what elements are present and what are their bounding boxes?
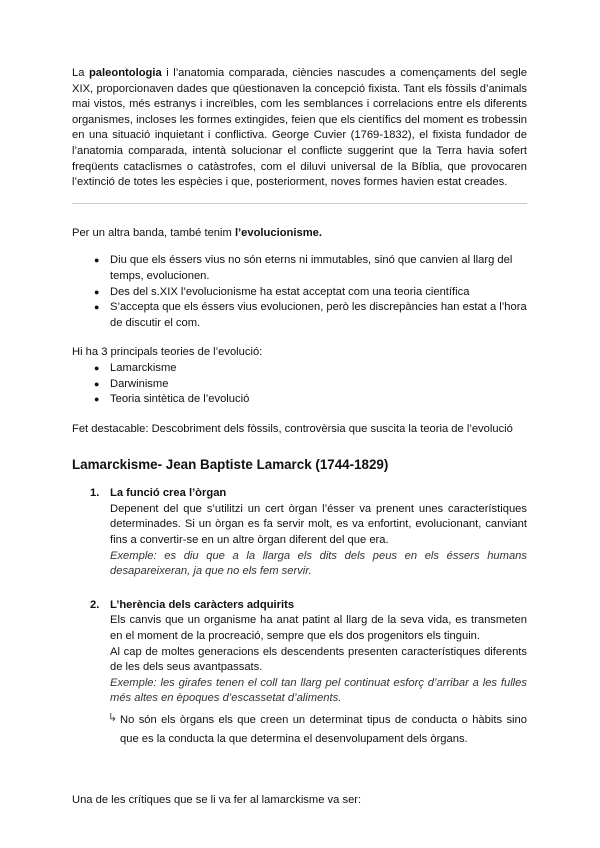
bullet-icon: ● xyxy=(94,394,100,405)
intro-text-b: i l’anatomia comparada, ciències nascudes a començaments del segle XIX, proporcionaven dades que qüestionaven la concepció fixista. Tant els fòssils d’animals mai vistos, més estranys i increïbles, com les semblances i correlacions entre els diferents organismes, incloses les formes extingides, feien que els científics del moment es trobessin en una situació inquietant i conflictiva. George Cuvier (1769-1832), el fixista fundador de l’anatomia comparada, intentà solucionar el conflicte suggerint que la Terra havia sofert freqüents cataclismes o catàstrofes, com el diluvi universal de la Bíblia, que provocaren l’extinció de totes les espècies i que, posteriorment, noves formes havien estat creades. xyxy=(72,67,527,189)
list-item xyxy=(90,377,527,393)
theories-bullet-list xyxy=(72,361,527,408)
list-item-text: Lamarckisme xyxy=(110,361,177,374)
item-title: L’herència dels caràcters adquirits xyxy=(110,598,295,611)
intro-bold-term: paleontologia xyxy=(88,67,162,79)
evolutionism-lead-text: Per un altra banda, també tenim xyxy=(72,226,235,239)
bullet-icon: ● xyxy=(94,302,100,313)
lamarck-principle-1 xyxy=(72,486,527,580)
bullet-icon: ● xyxy=(94,255,100,266)
list-item-text: Darwinisme xyxy=(110,377,169,390)
list-item xyxy=(90,285,527,301)
item-example: Exemple: es diu que a la llarga els dits dels peus en els éssers humans desapareixeran, ja que no els fem servir. xyxy=(110,549,527,578)
evolutionism-bold-term: l’evolucionisme. xyxy=(234,226,322,239)
list-item-text: Diu que els éssers vius no són eterns ni immutables, sinó que canvien al llarg del temps, evolucionen. xyxy=(110,254,513,282)
list-item-text: S’accepta que els éssers vius evolucionen, però les discrepàncies han estat a l’hora de discutir el com. xyxy=(110,301,527,329)
evolutionism-lead xyxy=(72,226,527,242)
item-text: Al cap de moltes generacions els descendents presenten característiques diferents de les dels seus avantpassats. xyxy=(110,645,527,674)
arrow-note-text: No són els òrgans els que creen un determinat tipus de conducta o hàbits sino que es la conducta la que determina el desenvolupament dels òrgans. xyxy=(120,714,527,745)
evolutionism-bullet-list xyxy=(72,253,527,331)
list-item xyxy=(90,392,527,408)
item-text: Depenent del que s’utilitzi un cert òrgan l’ésser va prenent unes característiques determinades. Si un òrgan es fa servir molt, es va enfortint, evolucionant, canviant fins a convertir-se en un altre òrgan diferent del que era. xyxy=(110,502,527,547)
item-text: Els canvis que un organisme ha anat patint al llarg de la seva vida, es transmeten en el moment de la procreació, sempre que els dos progenitors els tinguin. xyxy=(110,614,527,643)
intro-text-a: La xyxy=(72,67,89,79)
item-number: 1. xyxy=(90,487,100,500)
list-item xyxy=(90,361,527,377)
item-example: Exemple: les girafes tenen el coll tan llarg pel continuat esforç d’arribar a les fulles més altes en èpoques d’escassetat d’aliments. xyxy=(110,676,527,705)
horizontal-divider xyxy=(72,203,527,204)
theories-lead: Hi ha 3 principals teories de l’evolució: xyxy=(72,346,263,359)
lamarckism-heading: Lamarckisme- Jean Baptiste Lamarck (1744-1829) xyxy=(72,457,389,473)
arrow-note xyxy=(108,711,527,749)
arrow-icon: ↳ xyxy=(108,712,118,724)
lamarck-principle-2 xyxy=(72,598,527,749)
closing-line: Una de les crítiques que se li va fer al lamarckisme va ser: xyxy=(72,794,362,806)
highlight-note: Fet destacable: Descobriment dels fòssils, controvèrsia que suscita la teoria de l’evolució xyxy=(72,422,513,435)
item-title: La funció crea l’òrgan xyxy=(110,487,227,500)
intro-paragraph xyxy=(72,66,527,191)
bullet-icon: ● xyxy=(94,378,100,389)
item-number: 2. xyxy=(90,598,100,611)
document-page xyxy=(72,66,527,809)
bullet-icon: ● xyxy=(94,286,100,297)
bullet-icon: ● xyxy=(94,362,100,373)
list-item-text: Des del s.XIX l’evolucionisme ha estat acceptat com una teoria científica xyxy=(110,285,470,298)
list-item-text: Teoria sintètica de l’evolució xyxy=(110,393,250,406)
list-item xyxy=(90,300,527,331)
list-item xyxy=(90,253,527,284)
